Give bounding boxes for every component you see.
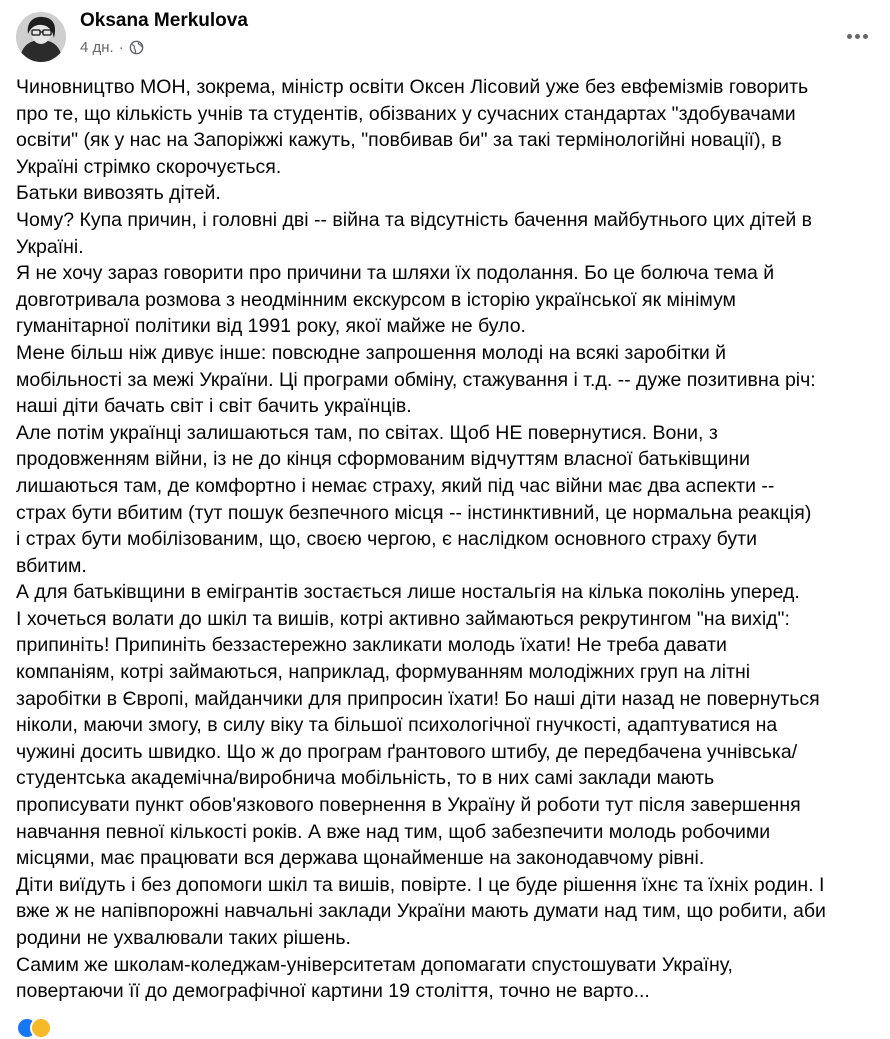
post-text-line: страх бути вбитим (тут пошук безпечного місця -- інстинктивний, це нормальна реакція) [16,501,812,524]
post-text-line: чужині досить швидко. Що ж до програм ґрантового штибу, де передбачена учнівська/ [16,740,798,763]
post-text-line: і страх бути мобілізованим, що, своєю чергою, є наслідком основного страху бути [16,528,757,551]
post-text-line: гуманітарної політики від 1991 року, якої майже не було. [16,315,526,338]
more-dot [855,34,860,39]
post-text-line: студентська академічна/виробнича мобільність, то в них самі заклади мають [16,767,715,790]
post-text-line: Діти виїдуть і без допомоги шкіл та вишів, повірте. І це буде рішення їхнє та їхніх родин. І [16,873,825,896]
post-text-line: І хочеться волати до шкіл та вишів, котрі активно займаються рекрутингом "на вихід": [16,607,790,630]
post-text-line: Я не хочу зараз говорити про причини та шляхи їх подолання. Бо це болюча тема й [16,262,775,285]
more-options-button[interactable] [842,24,872,48]
post-text-line: про те, що кількість учнів та студентів, обізваних у сучасних стандартах "здобувачами [16,102,796,125]
post-text-line: ніколи, маючи змогу, в силу віку та більшої психологічної гнучкості, адаптуватися на [16,714,778,737]
post-time[interactable]: 4 дн. [80,39,114,56]
post-text-line: вбитим. [16,554,87,577]
post-text-line: повертаючи її до демографічної картини 19 століття, точно не варто... [16,980,650,1003]
post-text-line: мобільності за межі України. Ці програми обміну, стажування і т.д. -- дуже позитивна річ: [16,368,816,391]
post-text-line: лишаються там, де комфортно і немає страху, який під час війни має два аспекти -- [16,474,775,497]
avatar-photo [16,12,66,62]
author-name[interactable]: Oksana Merkulova [80,10,248,31]
post-text-line: Але потім українці залишаються там, по світах. Щоб НЕ повернутися. Вони, з [16,421,718,444]
meta-separator: · [118,39,124,56]
post-text-line: Чому? Купа причин, і головні дві -- війна та відсутність бачення майбутнього цих дітей в [16,208,812,231]
post-text-line: місцями, має працювати вся держава щонайменше на законодавчому рівні. [16,847,705,870]
post-header [16,8,874,64]
post-text-line: Самим же школам-коледжам-університетам допомагати спустошувати Україну, [16,953,733,976]
post-text-line: довготривала розмова з неодмінним екскурсом в історію української як мінімум [16,288,736,311]
post-text [16,74,878,1005]
post-text-line: прописувати пункт обов'язкового повернення в Україну й роботи тут після завершення [16,794,801,817]
post-text-line: припиніть! Припиніть беззастережно закликати молодь їхати! Не треба давати [16,634,727,657]
post-text-line: Мене більш ніж дивує інше: повсюдне запрошення молоді на всякі заробітки й [16,341,727,364]
post-text-line: Батьки вивозять дітей. [16,182,221,205]
more-dot [847,34,852,39]
globe-icon[interactable] [129,40,144,55]
avatar[interactable] [16,12,66,62]
post-text-line: Україні. [16,235,84,258]
post-text-line: Україні стрімко скорочується. [16,155,282,178]
love-reaction-icon [30,1017,52,1039]
post-text-line: освіти" (як у нас на Запоріжжі кажуть, "повбивав би" за такі термінологійні новації), в [16,129,782,152]
more-dot [863,34,868,39]
post-text-line: вже ж не напівпорожні навчальні заклади України мають думати над тим, що робити, аби [16,900,826,923]
post-text-line: родини не ухвалювали таких рішень. [16,927,351,949]
post-text-line: заробітки в Європі, майданчики для припросин їхати! Бо наші діти назад не повернуться [16,687,820,710]
post-text-line: продовженням війни, із не до кінця сформованим відчуттям власної батьківщини [16,448,751,471]
post-text-line: навчання певної кількості років. А вже над тим, щоб забезпечити молодь робочими [16,820,771,843]
post-meta [80,39,144,56]
post-text-line: А для батьківщини в емігрантів зостається лише ностальгія на кілька поколінь уперед. [16,581,800,604]
post-text-line: компаніям, котрі займаються, наприклад, формуванням молодіжних груп на літні [16,661,751,684]
post-text-line: Чиновництво МОН, зокрема, міністр освіти Оксен Лісовий уже без евфемізмів говорить [16,76,809,98]
post-text-line: наші діти бачать світ і світ бачить українців. [16,395,412,418]
